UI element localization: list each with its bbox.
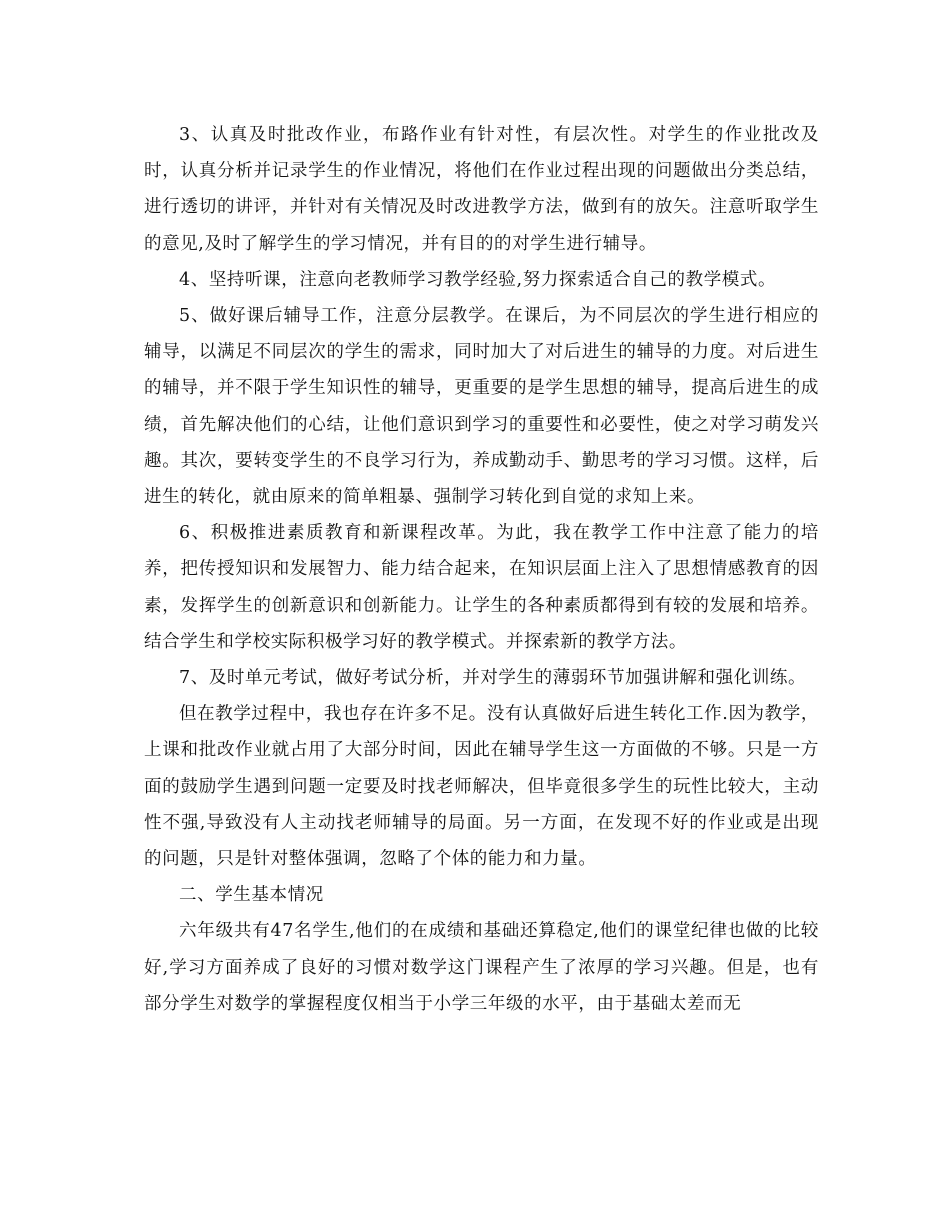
- paragraph-shortcomings: 但在教学过程中，我也存在许多不足。没有认真做好后进生转化工作.因为教学，上课和批改作业就占用了大部分时间，因此在辅导学生这一方面做的不够。只是一方面的鼓励学生遇到问题一定要及时找老师解决，但毕竟很多学生的玩性比较大，主动性不强,导致没有人主动找老师辅导的局面。另一方面，在发现不好的作业或是出现的问题，只是针对整体强调，忽略了个体的能力和力量。: [144, 704, 819, 870]
- paragraph-item-7: 7、及时单元考试，做好考试分析，并对学生的薄弱环节加强讲解和强化训练。: [179, 668, 807, 689]
- paragraph-item-3: 3、认真及时批改作业，布路作业有针对性，有层次性。对学生的作业批改及时，认真分析并记录学生的作业情况，将他们在作业过程出现的问题做出分类总结，进行透切的讲评，并针对有关情况及时改进教学方法，做到有的放矢。注意听取学生的意见,及时了解学生的学习情况，并有目的的对学生进行辅导。: [144, 125, 819, 254]
- section-heading-student-situation: 二、学生基本情况: [179, 885, 324, 906]
- paragraph-item-6: 6、积极推进素质教育和新课程改革。为此，我在教学工作中注意了能力的培养，把传授知识和发展智力、能力结合起来，在知识层面上注入了思想情感教育的因素，发挥学生的创新意识和创新能力。让学生的各种素质都得到有较的发展和培养。结合学生和学校实际积极学习好的教学模式。并探索新的教学方法。: [144, 523, 819, 652]
- body-text: [144, 117, 819, 1022]
- paragraph-item-4: 4、坚持听课，注意向老教师学习教学经验,努力探索适合自己的教学模式。: [179, 269, 777, 290]
- paragraph-item-5: 5、做好课后辅导工作，注意分层教学。在课后，为不同层次的学生进行相应的辅导，以满足不同层次的学生的需求，同时加大了对后进生的辅导的力度。对后进生的辅导，并不限于学生知识性的辅导，更重要的是学生思想的辅导，提高后进生的成绩，首先解决他们的心结，让他们意识到学习的重要性和必要性，使之对学习萌发兴趣。其次，要转变学生的不良学习行为，养成勤动手、勤思考的学习习惯。这样，后进生的转化，就由原来的简单粗暴、强制学习转化到自觉的求知上来。: [144, 306, 819, 508]
- paragraph-student-situation: 六年级共有47名学生,他们的在成绩和基础还算稳定,他们的课堂纪律也做的比较好,学习方面养成了良好的习惯对数学这门课程产生了浓厚的学习兴趣。但是，也有部分学生对数学的掌握程度仅相当于小学三年级的水平，由于基础太差而无: [144, 921, 819, 1014]
